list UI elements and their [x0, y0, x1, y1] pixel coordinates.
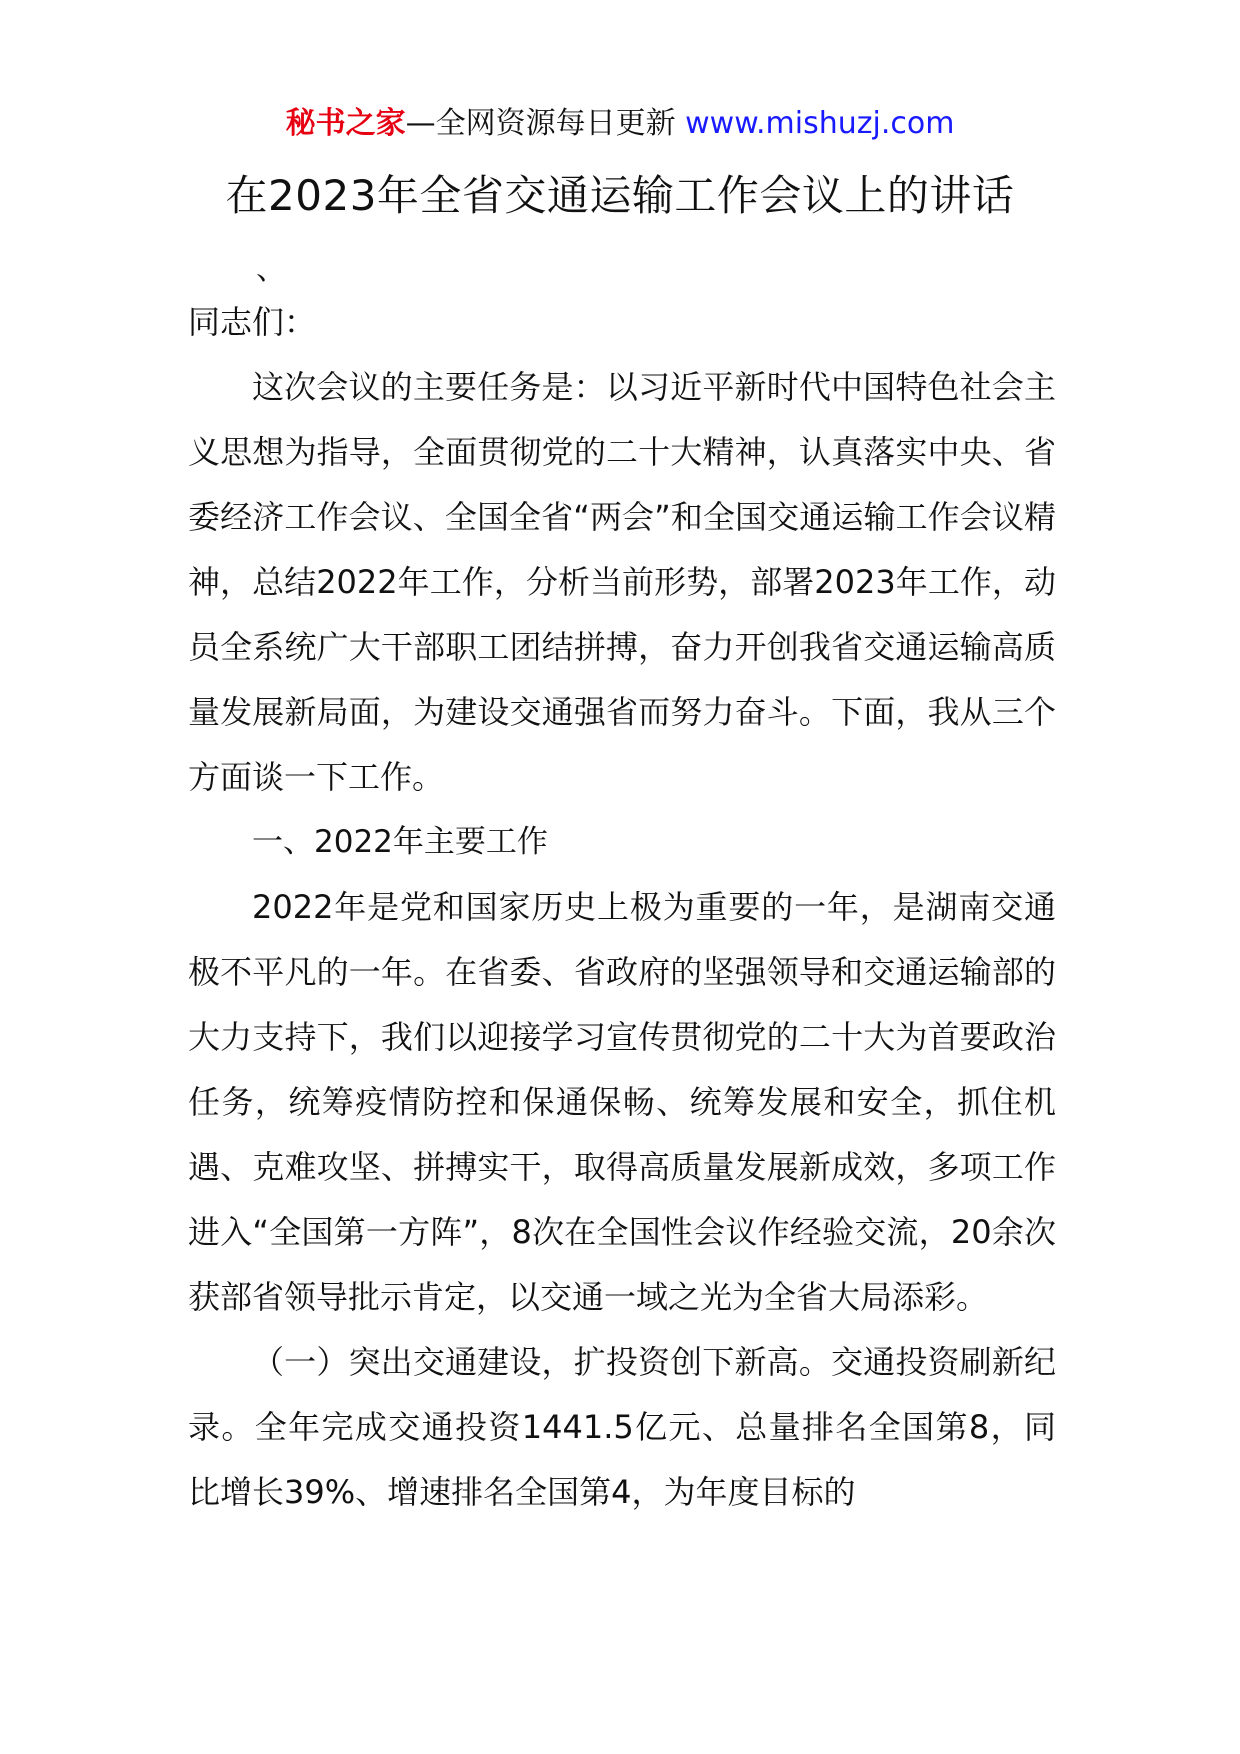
header-slogan: —全网资源每日更新 — [405, 106, 686, 141]
brand-name: 秘书之家 — [285, 106, 406, 141]
section-heading: 一、2022年主要工作 — [252, 824, 548, 860]
paragraph-intro: 这次会议的主要任务是：以习近平新时代中国特色社会主义思想为指导，全面贯彻党的二十大精神，认真落实中央、省委经济工作会议、全国全省“两会”和全国交通运输工作会议精神，总结2022年工作，分析当前形势，部署2023年工作，动员全系统广大干部职工团结拼搏，奋力开创我省交通运输高质量发展新局面，为建设交通强省而努力奋斗。下面，我从三个方面谈一下工作。 — [188, 368, 1056, 796]
document-body — [188, 290, 1056, 1525]
document-title: 在2023年全省交通运输工作会议上的讲话 — [225, 171, 1015, 220]
paragraph-investment: （一）突出交通建设，扩投资创下新高。交通投资刷新纪录。全年完成交通投资1441.5亿元、总量排名全国第8，同比增长39%、增速排名全国第4，为年度目标的 — [188, 1343, 1056, 1511]
site-header — [0, 102, 1240, 146]
site-url-link[interactable]: www.mishuzj.com — [685, 106, 955, 141]
punctuation-mark: 、 — [256, 252, 286, 287]
paragraph-2022-summary: 2022年是党和国家历史上极为重要的一年，是湖南交通极不平凡的一年。在省委、省政府的坚强领导和交通运输部的大力支持下，我们以迎接学习宣传贯彻党的二十大为首要政治任务，统筹疫情防控和保通保畅、统筹发展和安全，抓住机遇、克难攻坚、拼搏实干，取得高质量发展新成效，多项工作进入“全国第一方阵”，8次在全国性会议作经验交流，20余次获部省领导批示肯定，以交通一域之光为全省大局添彩。 — [188, 888, 1056, 1316]
salutation: 同志们： — [188, 303, 317, 341]
